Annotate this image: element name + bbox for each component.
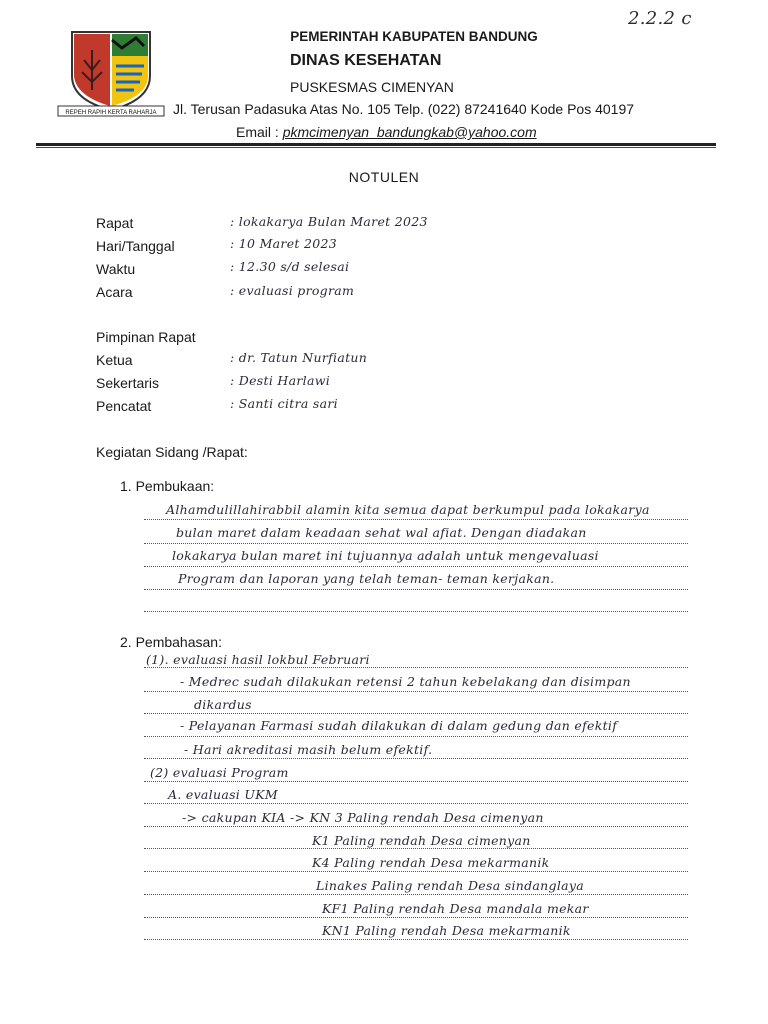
- discussion-line: (2) evaluasi Program: [150, 765, 289, 780]
- dotted-line: [144, 894, 688, 895]
- agenda-label: Acara: [96, 284, 133, 300]
- header-department: DINAS KESEHATAN: [290, 52, 442, 69]
- dotted-line: [144, 543, 688, 544]
- opening-line: Alhamdulillahirabbil alamin kita semua dapat berkumpul pada lokakarya: [166, 502, 650, 517]
- leaders-heading: Pimpinan Rapat: [96, 329, 196, 345]
- dotted-line: [144, 758, 688, 759]
- header-rule-thick: [36, 143, 716, 146]
- dotted-line: [144, 589, 688, 590]
- note-taker-value: : Santi citra sari: [230, 396, 338, 411]
- opening-line: Program dan laporan yang telah teman- teman kerjakan.: [178, 571, 555, 586]
- discussion-line: - Medrec sudah dilakukan retensi 2 tahun kebelakang dan disimpan: [180, 674, 631, 689]
- discussion-heading: 2. Pembahasan:: [120, 634, 222, 650]
- header-puskesmas: PUSKESMAS CIMENYAN: [290, 79, 454, 95]
- email-address: pkmcimenyan_bandungkab@yahoo.com: [282, 124, 537, 140]
- meeting-value: : lokakarya Bulan Maret 2023: [230, 214, 428, 229]
- dotted-line: [144, 826, 688, 827]
- dotted-line: [144, 917, 688, 918]
- discussion-line: KF1 Paling rendah Desa mandala mekar: [322, 901, 589, 916]
- logo-motto: REPEH RAPIH KERTA RAHARJA: [65, 110, 157, 116]
- dotted-line: [144, 691, 688, 692]
- time-value: : 12.30 s/d selesai: [230, 259, 350, 274]
- date-label: Hari/Tanggal: [96, 238, 175, 254]
- discussion-line: K1 Paling rendah Desa cimenyan: [312, 833, 531, 848]
- opening-line: bulan maret dalam keadaan sehat wal afiat. Dengan diadakan: [176, 525, 587, 540]
- dotted-line: [144, 848, 688, 849]
- dotted-line: [144, 871, 688, 872]
- header-government: PEMERINTAH KABUPATEN BANDUNG: [290, 29, 538, 44]
- chair-label: Ketua: [96, 352, 133, 368]
- dotted-line: [144, 611, 688, 612]
- discussion-line: - Hari akreditasi masih belum efektif.: [184, 742, 433, 757]
- email-label: Email :: [236, 124, 283, 140]
- document-title: NOTULEN: [348, 169, 420, 185]
- dotted-line: [144, 781, 688, 782]
- header-address: Jl. Terusan Padasuka Atas No. 105 Telp. (022) 87241640 Kode Pos 40197: [173, 101, 635, 117]
- discussion-line: (1). evaluasi hasil lokbul Februari: [146, 652, 370, 667]
- dotted-line: [144, 736, 688, 737]
- activities-heading: Kegiatan Sidang /Rapat:: [96, 444, 248, 460]
- discussion-line: - Pelayanan Farmasi sudah dilakukan di dalam gedung dan efektif: [180, 718, 618, 733]
- opening-heading: 1. Pembukaan:: [120, 478, 215, 494]
- corner-note: 2.2.2 c: [628, 8, 692, 29]
- agenda-value: : evaluasi program: [230, 283, 355, 298]
- discussion-line: -> cakupan KIA -> KN 3 Paling rendah Desa cimenyan: [182, 810, 544, 825]
- opening-line: lokakarya bulan maret ini tujuannya adalah untuk mengevaluasi: [172, 548, 599, 563]
- header-email-line: [236, 124, 537, 140]
- time-label: Waktu: [96, 261, 136, 277]
- dotted-line: [144, 566, 688, 567]
- secretary-label: Sekertaris: [96, 375, 160, 391]
- dotted-line: [144, 713, 688, 714]
- note-taker-label: Pencatat: [96, 398, 152, 414]
- dotted-line: [144, 519, 688, 520]
- chair-value: : dr. Tatun Nurfiatun: [230, 350, 368, 365]
- date-value: : 10 Maret 2023: [230, 236, 337, 251]
- discussion-line: dikardus: [194, 697, 252, 712]
- discussion-line: Linakes Paling rendah Desa sindanglaya: [316, 878, 584, 893]
- secretary-value: : Desti Harlawi: [230, 373, 330, 388]
- dotted-line: [144, 667, 688, 668]
- discussion-line: KN1 Paling rendah Desa mekarmanik: [322, 923, 571, 938]
- dotted-line: [144, 939, 688, 940]
- dotted-line: [144, 803, 688, 804]
- discussion-line: A. evaluasi UKM: [168, 787, 278, 802]
- header-rule-thin: [36, 147, 716, 148]
- meeting-label: Rapat: [96, 215, 134, 231]
- discussion-line: K4 Paling rendah Desa mekarmanik: [312, 855, 550, 870]
